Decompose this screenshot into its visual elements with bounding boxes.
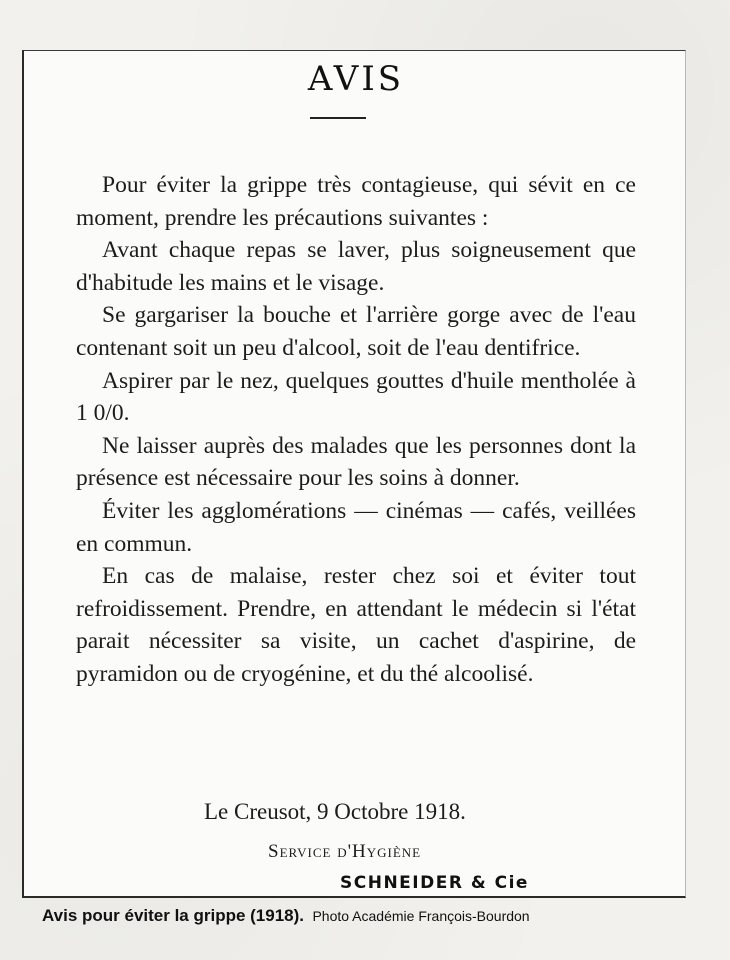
notice-frame [22, 50, 686, 898]
notice-title: AVIS [307, 59, 405, 99]
notice-paragraph: Ne laisser auprès des malades que les personnes dont la présence est nécessaire pour les soins à donner. [76, 432, 636, 492]
notice-paragraph: Aspirer par le nez, quelques gouttes d'huile mentholée à 1 0/0. [76, 367, 636, 427]
caption-credit: Photo Académie François-Bourdon [312, 908, 530, 924]
notice-paragraph: Avant chaque repas se laver, plus soigneusement que d'habitude les mains et le visage. [76, 237, 636, 296]
notice-date-line: Le Creusot, 9 Octobre 1918. [204, 799, 466, 824]
notice-paragraph: En cas de malaise, rester chez soi et éviter tout refroidissement. Prendre, en attendant le médecin si l'état parait nécessiter sa visite, un cachet d'aspirine, de pyramidon ou de cryogénine, et du thé alcoolisé. [76, 563, 636, 687]
notice-paragraph: Pour éviter la grippe très contagieuse, qui sévit en ce moment, prendre les précautions suivantes : [76, 172, 636, 231]
title-underline [310, 117, 366, 119]
caption-title: Avis pour éviter la grippe (1918). [42, 906, 305, 925]
notice-body [76, 169, 636, 691]
notice-paragraph: Éviter les agglomérations — cinémas — cafés, veillées en commun. [76, 497, 636, 557]
notice-company: SCHNEIDER & Cie [340, 873, 529, 893]
photo-caption [42, 906, 692, 926]
notice-service: Service d'Hygiène [268, 841, 422, 862]
notice-paragraph: Se gargariser la bouche et l'arrière gorge avec de l'eau contenant soit un peu d'alcool, soit de l'eau dentifrice. [76, 302, 636, 361]
